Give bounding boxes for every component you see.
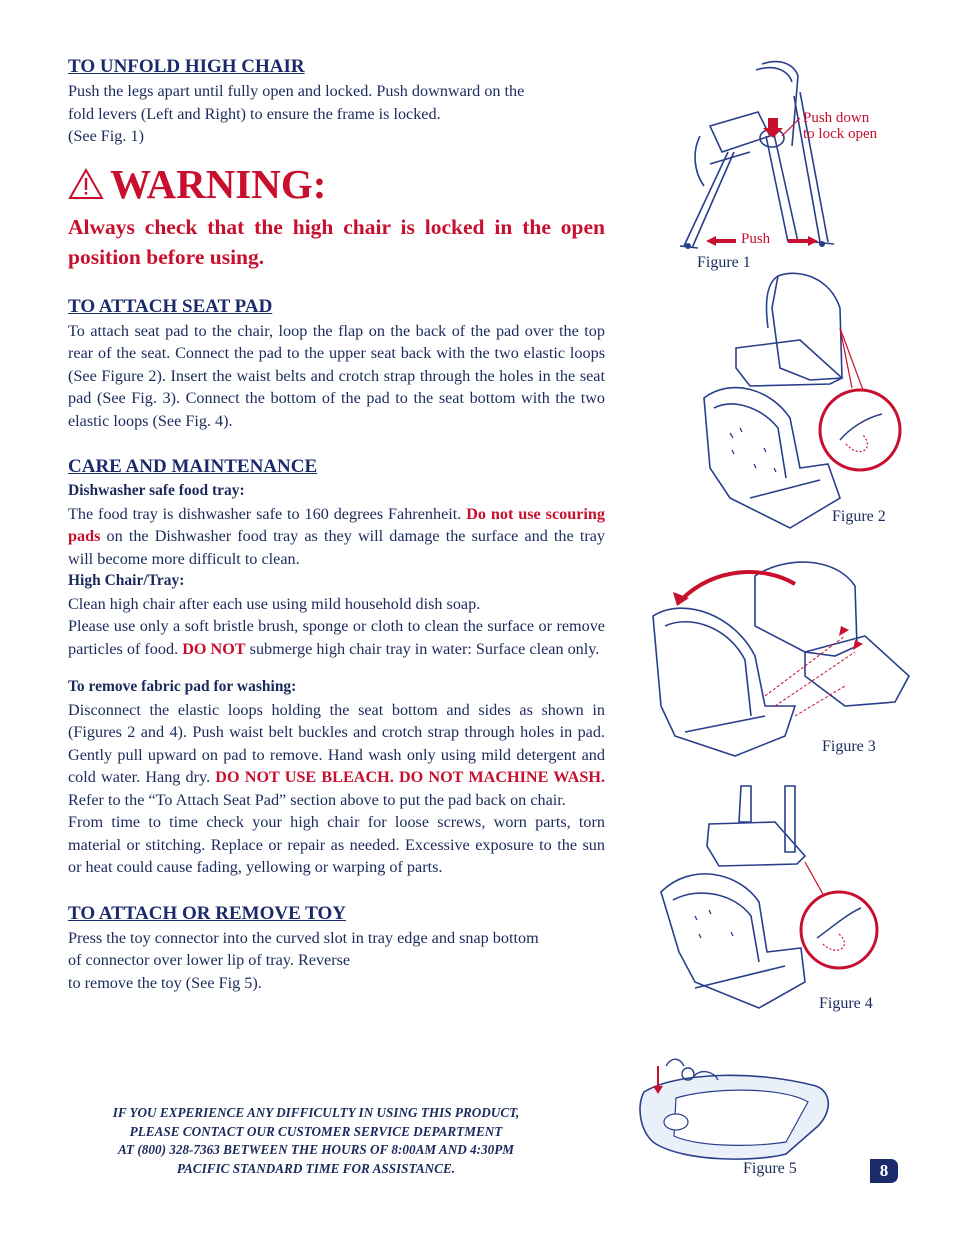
- chair-text-1: Clean high chair after each use using mild household dish soap.: [68, 594, 481, 613]
- figure-5-label: Figure 5: [743, 1160, 797, 1177]
- care-heading: CARE AND MAINTENANCE: [68, 456, 318, 477]
- toy-line-1: Press the toy connector into the curved slot in tray edge and snap bottom: [68, 928, 539, 947]
- remove-text-part-2: Refer to the “To Attach Seat Pad” section above to put the pad back on chair.: [68, 790, 566, 809]
- figure-1-illustration: [670, 56, 900, 256]
- seatpad-heading: TO ATTACH SEAT PAD: [68, 295, 273, 317]
- unfold-heading: TO UNFOLD HIGH CHAIR: [68, 56, 305, 77]
- figure-4-illustration: [655, 782, 895, 1022]
- fig1-push-down: Push down: [803, 110, 870, 126]
- tray-text-part-1: The food tray is dishwasher safe to 160 degrees Fahrenheit.: [68, 504, 467, 523]
- figure-1-label: Figure 1: [697, 254, 751, 271]
- tray-text-warning: Do not use scouring pads: [68, 504, 605, 545]
- remove-text: [68, 699, 605, 812]
- remove-subheading: To remove fabric pad for washing:: [68, 678, 297, 695]
- toy-line-2: of connector over lower lip of tray. Reverse: [68, 951, 351, 969]
- footer-line-1: IF YOU EXPERIENCE ANY DIFFICULTY IN USING THIS PRODUCT,: [112, 1105, 520, 1120]
- tray-subheading: Dishwasher safe food tray:: [68, 482, 245, 499]
- remove-text-warning: DO NOT USE BLEACH. DO NOT MACHINE WASH.: [215, 768, 605, 786]
- chair-text-part-3: submerge high chair tray in water: Surface clean only.: [245, 639, 600, 658]
- customer-service-notice: [56, 1104, 576, 1178]
- tray-text-part-2: on the Dishwasher food tray as they will damage the surface and the tray will become more difficult to clean.: [68, 527, 605, 568]
- warning-triangle-icon: [68, 168, 104, 200]
- page-number: 8: [870, 1159, 898, 1183]
- footer-line-3: AT (800) 328-7363 BETWEEN THE HOURS OF 8:00AM AND 4:30PM: [117, 1142, 515, 1157]
- seatpad-text: To attach seat pad to the chair, loop the flap on the back of the pad over the top rear of the seat. Connect the pad to the upper seat back with the two elastic loops (See Figure 2). Insert the waist belts and crotch strap through the holes in the seat pad (See Fig. 3). Connect the bottom of the pad to the seat bottom with the two elastic loops (See Fig. 4).: [68, 321, 605, 430]
- text-column: [68, 54, 605, 994]
- inspect-text: From time to time check your high chair for loose screws, worn parts, torn material or stitching. Replace or repair as needed. Excessive exposure to the sun or heat could cause fading, yellowing or warping of parts.: [68, 813, 605, 876]
- tray-text: [68, 503, 605, 571]
- warning-title: [68, 162, 605, 206]
- unfold-text: [68, 80, 605, 148]
- figure-2-illustration: [690, 268, 905, 548]
- chair-text-2: [68, 615, 605, 660]
- remove-text-part-1: Disconnect the elastic loops holding the seat bottom and sides as shown in (Figures 2 and 4). Push waist belt buckles and crotch strap through holes in pad. Gently pull upward on pad to remove. Hand wash only using mild detergent and cold water. Hang dry.: [68, 700, 605, 786]
- warning-body: Always check that the high chair is locked in the open position before using.: [68, 214, 605, 269]
- toy-heading: TO ATTACH OR REMOVE TOY: [68, 902, 347, 924]
- figure-3-illustration: [645, 556, 915, 766]
- toy-text: [68, 927, 605, 995]
- chair-text-part-2: Please use only a soft bristle brush, sponge or cloth to clean the surface or remove particles of food.: [68, 617, 605, 658]
- figure-3-label: Figure 3: [822, 738, 876, 755]
- fig1-push-label: Push: [741, 231, 771, 247]
- unfold-line-2: fold levers (Left and Right) to ensure the frame is locked.: [68, 104, 441, 123]
- unfold-line-1: Push the legs apart until fully open and locked. Push downward on the: [68, 82, 525, 100]
- footer-line-2: PLEASE CONTACT OUR CUSTOMER SERVICE DEPARTMENT: [129, 1123, 503, 1139]
- warning-title-text: WARNING:: [110, 160, 327, 207]
- figure-2-label: Figure 2: [832, 508, 886, 525]
- chair-text-warning: DO NOT: [182, 639, 246, 658]
- unfold-line-3: (See Fig. 1): [68, 127, 144, 145]
- figure-4-label: Figure 4: [819, 995, 873, 1012]
- fig1-lock-open: to lock open: [803, 126, 878, 142]
- toy-line-3: to remove the toy (See Fig 5).: [68, 973, 262, 992]
- fig1-push-down-label: [803, 110, 877, 142]
- footer-line-4: PACIFIC STANDARD TIME FOR ASSISTANCE.: [176, 1160, 456, 1176]
- chair-subheading: High Chair/Tray:: [68, 572, 185, 589]
- figure-5-illustration: [636, 1052, 836, 1164]
